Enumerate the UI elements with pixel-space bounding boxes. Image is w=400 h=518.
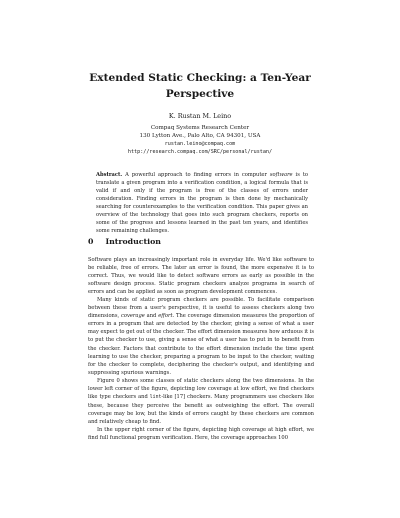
abstract-text-rest: is to translate a given program into a verification condition, a logical formula that is valid if and only if the program is free of the classes of errors under consideration. Finding errors in the program is then done by mechanically searching for counterexamples to the verification condition. This paper gives an overview of the technology that goes into such program checkers, reports on some of the progress and lessons learned in the past ten years, and identifies some remaining challenges. (96, 172, 308, 235)
p2-emphasis-effort: effort (158, 313, 173, 320)
affiliation-address: 130 Lytton Ave., Palo Alto, CA 94301, USA (139, 133, 261, 139)
paragraph-4: In the upper right corner of the figure, depicting high coverage at high effort, we find full functional program verification. Here, the coverage approaches 100 (88, 426, 314, 442)
abstract-text-start: A powerful approach to finding errors in computer (125, 172, 270, 178)
section-number: 0 (88, 237, 94, 246)
p3-code-lint: lint (149, 394, 162, 400)
title-line-1: Extended Static Checking: a Ten-Year (89, 72, 311, 84)
section-heading (88, 236, 328, 248)
paragraph-2 (88, 296, 314, 376)
abstract (96, 171, 308, 235)
p2-text-b: . The coverage dimension measures the proportion of errors in a program that are detected by the checker, giving a sense of what a user may expect to get out of the checker. The effort dimension measures how arduous it is to put the checker to use, giving a sense of what a user has to put in to benefit from the checker. Factors that contribute to the effort dimension include the time spent learning to use the checker, preparing a program to be input to the checker, waiting for the checker to complete, deciphering the checker's output, and identifying and suppressing spurious warnings. (88, 313, 314, 376)
paragraph-1: Software plays an increasingly important role in everyday life. We'd like software to be reliable, free of errors. The later an error is found, the more expensive it is to correct. Thus, we would like to detect software errors as early as possible in the software design process. Static program checkers analyze programs in search of errors and can be applied as soon as program development commences. (88, 257, 314, 296)
affiliation-org: Compaq Systems Research Center (150, 125, 250, 131)
abstract-emphasis: software (269, 172, 293, 178)
affiliation-block (70, 124, 330, 156)
body-text (88, 256, 314, 442)
title-line-2: Perspective (165, 88, 235, 100)
p2-text-and: and (144, 313, 159, 320)
paragraph-3 (88, 377, 314, 426)
p3-text-a: Figure 0 shows some classes of static checkers along the two dimensions. In the lower left corner of the figure, depicting low coverage at low effort, we find checkers like type checkers and (88, 377, 314, 400)
p2-emphasis-coverage: coverage (121, 313, 145, 320)
abstract-label: Abstract. (96, 172, 123, 178)
affiliation-url: http://research.compaq.com/SRC/personal/rustan/ (127, 149, 273, 155)
p3-text-b: -like [17] checkers. Many programmers use checkers like these, because they perceive the benefit as outweighing the effort. The overall coverage may be low, but the kinds of errors caught by these checkers are common and relatively cheap to find. (88, 393, 314, 425)
affiliation-email: rustan.leino@compaq.com (164, 141, 236, 147)
section-title: Introduction (105, 237, 161, 246)
paper-title (80, 70, 320, 102)
p2-text-a: Many kinds of static program checkers are possible. To facilitate comparison between these from a user's perspective, it is useful to assess checkers along two dimensions, (88, 297, 314, 320)
author-name: K. Rustan M. Leino (168, 112, 232, 120)
